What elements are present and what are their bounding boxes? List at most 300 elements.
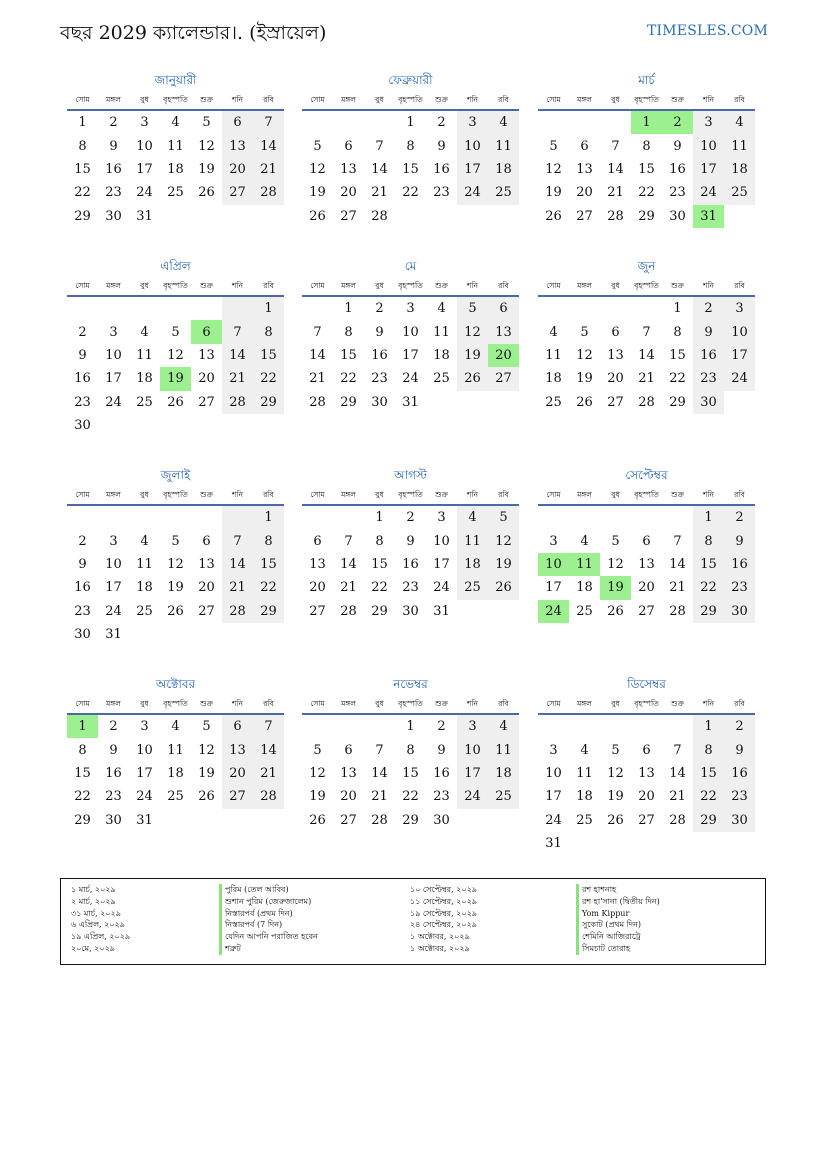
day-cell: 3 (549, 742, 558, 758)
day-cell: 6 (642, 742, 651, 758)
day-cell: 12 (167, 556, 184, 572)
day-cell: 19 (457, 344, 488, 367)
empty-day-cell (253, 414, 284, 437)
day-cell: 9 (673, 138, 682, 154)
day-cell: 15 (669, 347, 686, 363)
day-cell: 27 (222, 785, 253, 808)
empty-day-cell (693, 832, 724, 855)
weekday-label: সোম (310, 94, 325, 104)
day-cell: 19 (309, 185, 326, 201)
day-cell: 2 (78, 324, 87, 340)
day-cell: 8 (642, 138, 651, 154)
weekday-label: মঙ্গল (106, 489, 121, 499)
day-cell: 6 (580, 138, 589, 154)
day-cell: 6 (488, 297, 519, 320)
empty-day-cell (333, 715, 364, 738)
month-name: অক্টোবর (155, 677, 196, 691)
day-cell: 18 (724, 158, 755, 181)
day-cell: 15 (371, 556, 388, 572)
month-name: এপ্রিল (160, 259, 191, 273)
empty-day-cell (191, 414, 222, 437)
weekday-label: বুধ (140, 94, 149, 104)
month-block (538, 258, 755, 414)
empty-day-cell (457, 600, 488, 623)
day-cell: 7 (222, 529, 253, 552)
holiday-day-cell: 20 (488, 344, 519, 367)
day-cell: 24 (457, 181, 488, 204)
day-cell: 19 (488, 553, 519, 576)
day-cell: 10 (105, 556, 122, 572)
weekday-label: সোম (310, 280, 325, 290)
day-cell: 28 (253, 785, 284, 808)
empty-day-cell (457, 391, 488, 414)
day-cell: 4 (580, 742, 589, 758)
day-cell: 12 (545, 161, 562, 177)
day-grid (538, 715, 755, 855)
empty-day-cell (426, 391, 457, 414)
day-cell: 15 (402, 161, 419, 177)
weekday-header (67, 696, 284, 715)
day-cell: 11 (167, 138, 184, 154)
empty-day-cell (222, 205, 253, 228)
day-cell: 25 (724, 181, 755, 204)
day-cell: 4 (171, 719, 180, 735)
day-cell: 25 (136, 603, 153, 619)
day-cell: 24 (105, 603, 122, 619)
day-cell: 11 (545, 347, 562, 363)
day-cell: 14 (253, 134, 284, 157)
day-cell: 10 (545, 765, 562, 781)
day-cell: 8 (253, 529, 284, 552)
month-name: মার্চ (638, 73, 655, 87)
day-cell: 18 (136, 371, 153, 387)
day-cell: 3 (724, 297, 755, 320)
weekday-label: শুক্র (671, 489, 684, 499)
day-cell: 24 (724, 367, 755, 390)
day-cell: 8 (344, 324, 353, 340)
empty-day-cell (160, 809, 191, 832)
weekday-label: বৃহস্পতি (398, 94, 423, 104)
day-cell: 7 (375, 138, 384, 154)
month-block (538, 72, 755, 228)
weekday-label: মঙ্গল (577, 489, 592, 499)
empty-day-cell (662, 832, 693, 855)
empty-day-cell (222, 506, 253, 529)
day-cell: 26 (488, 576, 519, 599)
empty-day-cell (302, 506, 333, 529)
holiday-date: ১৯ সেপ্টেম্বর, ২০২৯ (410, 908, 477, 918)
weekday-label: বৃহস্পতি (634, 489, 659, 499)
day-cell: 30 (371, 394, 388, 410)
weekday-label: শনি (702, 698, 715, 708)
day-cell: 21 (669, 789, 686, 805)
day-cell: 13 (576, 161, 593, 177)
day-cell: 1 (693, 506, 724, 529)
day-grid (538, 111, 755, 228)
day-cell: 11 (167, 742, 184, 758)
day-grid (67, 297, 284, 437)
empty-day-cell (333, 111, 364, 134)
holiday-day-cell: 19 (160, 367, 191, 390)
holiday-name: পুরিম (তেল আবিব) (219, 884, 318, 896)
day-cell: 22 (638, 185, 655, 201)
day-cell: 15 (253, 344, 284, 367)
holiday-date: ১ মার্চ, ২০২৯ (71, 885, 116, 894)
empty-day-cell (569, 506, 600, 529)
day-cell: 12 (309, 765, 326, 781)
day-cell: 15 (693, 553, 724, 576)
holiday-name: নিস্তারপর্ব (7 দিন) (219, 919, 318, 931)
day-cell: 8 (406, 742, 415, 758)
day-cell: 17 (105, 580, 122, 596)
day-cell: 2 (437, 115, 446, 131)
empty-day-cell (488, 205, 519, 228)
day-cell: 24 (693, 181, 724, 204)
day-cell: 20 (607, 371, 624, 387)
weekday-label: রবি (734, 698, 745, 708)
day-cell: 5 (611, 742, 620, 758)
day-cell: 29 (74, 812, 91, 828)
day-cell: 6 (202, 533, 211, 549)
weekday-label: রবি (263, 94, 274, 104)
empty-day-cell (302, 715, 333, 738)
weekday-label: বৃহস্পতি (163, 280, 188, 290)
day-cell: 17 (402, 347, 419, 363)
month-name: সেপ্টেম্বর (625, 468, 668, 482)
day-cell: 30 (74, 627, 91, 643)
day-cell: 7 (253, 111, 284, 134)
day-cell: 15 (638, 161, 655, 177)
empty-day-cell (129, 623, 160, 646)
day-cell: 18 (545, 371, 562, 387)
month-block (302, 258, 519, 414)
day-cell: 26 (167, 394, 184, 410)
day-cell: 26 (576, 394, 593, 410)
weekday-label: বুধ (375, 489, 384, 499)
day-cell: 21 (309, 371, 326, 387)
day-cell: 30 (669, 208, 686, 224)
day-cell: 7 (611, 138, 620, 154)
weekday-label: মঙ্গল (577, 94, 592, 104)
day-cell: 13 (222, 738, 253, 761)
day-cell: 4 (171, 115, 180, 131)
day-cell: 6 (642, 533, 651, 549)
weekday-header (302, 696, 519, 715)
weekday-label: রবি (498, 280, 509, 290)
day-cell: 17 (545, 580, 562, 596)
day-grid (538, 297, 755, 414)
day-cell: 25 (488, 785, 519, 808)
day-cell: 19 (198, 765, 215, 781)
holiday-name: শুশান পুরিম (জেরুজালেম) (219, 896, 318, 908)
weekday-label: মঙ্গল (341, 280, 356, 290)
day-cell: 11 (576, 765, 593, 781)
empty-day-cell (98, 506, 129, 529)
day-cell: 30 (724, 809, 755, 832)
day-cell: 5 (202, 719, 211, 735)
day-cell: 28 (607, 208, 624, 224)
day-grid (302, 715, 519, 832)
day-cell: 21 (253, 762, 284, 785)
day-cell: 17 (457, 762, 488, 785)
weekday-label: শনি (466, 698, 479, 708)
holiday-day-cell: 11 (569, 553, 600, 576)
day-cell: 9 (375, 324, 384, 340)
day-cell: 7 (375, 742, 384, 758)
day-cell: 5 (171, 324, 180, 340)
weekday-label: রবি (498, 94, 509, 104)
day-cell: 13 (638, 765, 655, 781)
day-cell: 12 (488, 529, 519, 552)
empty-day-cell (160, 623, 191, 646)
day-cell: 7 (313, 324, 322, 340)
day-cell: 2 (437, 719, 446, 735)
weekday-label: সোম (546, 94, 561, 104)
day-cell: 27 (340, 208, 357, 224)
month-block (67, 72, 284, 228)
empty-day-cell (253, 623, 284, 646)
day-cell: 4 (140, 533, 149, 549)
day-cell: 6 (313, 533, 322, 549)
empty-day-cell (488, 600, 519, 623)
weekday-label: শুক্র (200, 698, 213, 708)
empty-day-cell (569, 111, 600, 134)
day-cell: 7 (642, 324, 651, 340)
day-cell: 22 (669, 371, 686, 387)
day-cell: 18 (136, 580, 153, 596)
day-cell: 31 (402, 394, 419, 410)
day-cell: 4 (437, 301, 446, 317)
weekday-label: শনি (231, 698, 244, 708)
empty-day-cell (600, 297, 631, 320)
day-cell: 29 (74, 208, 91, 224)
month-name: মে (404, 259, 417, 273)
weekday-label: বুধ (375, 280, 384, 290)
weekday-label: বৃহস্পতি (163, 94, 188, 104)
weekday-label: সোম (75, 698, 90, 708)
month-name: জুলাই (160, 468, 191, 482)
weekday-label: শুক্র (671, 94, 684, 104)
day-cell: 16 (74, 371, 91, 387)
day-cell: 14 (669, 765, 686, 781)
month-name: আগস্ট (394, 468, 427, 482)
day-cell: 10 (136, 742, 153, 758)
day-cell: 16 (371, 347, 388, 363)
day-cell: 20 (198, 371, 215, 387)
day-cell: 27 (198, 394, 215, 410)
empty-day-cell (222, 809, 253, 832)
day-cell: 22 (402, 789, 419, 805)
empty-day-cell (222, 297, 253, 320)
day-cell: 28 (309, 394, 326, 410)
day-cell: 6 (222, 111, 253, 134)
empty-day-cell (333, 506, 364, 529)
day-cell: 1 (78, 115, 87, 131)
weekday-label: সোম (310, 698, 325, 708)
day-cell: 16 (74, 580, 91, 596)
day-cell: 9 (724, 529, 755, 552)
day-cell: 18 (576, 789, 593, 805)
weekday-header (302, 487, 519, 506)
empty-day-cell (253, 809, 284, 832)
day-cell: 6 (222, 715, 253, 738)
day-cell: 1 (406, 115, 415, 131)
day-cell: 16 (105, 765, 122, 781)
day-cell: 20 (340, 185, 357, 201)
day-cell: 28 (669, 603, 686, 619)
day-cell: 29 (669, 394, 686, 410)
holiday-day-cell: 24 (538, 600, 569, 623)
day-cell: 1 (253, 506, 284, 529)
day-cell: 10 (457, 738, 488, 761)
empty-day-cell (364, 715, 395, 738)
day-cell: 17 (136, 765, 153, 781)
day-cell: 21 (222, 576, 253, 599)
day-cell: 3 (437, 510, 446, 526)
day-cell: 2 (406, 510, 415, 526)
empty-day-cell (662, 715, 693, 738)
day-cell: 29 (638, 208, 655, 224)
holiday-name: রশ হা'সানা (দ্বিতীয় দিন) (576, 896, 660, 908)
day-cell: 28 (222, 391, 253, 414)
day-cell: 29 (371, 603, 388, 619)
holiday-date: ১১ সেপ্টেম্বর, ২০২৯ (410, 896, 477, 906)
month-block (538, 467, 755, 623)
holiday-date: ২৪ সেপ্টেম্বর, ২০২৯ (410, 920, 477, 930)
day-cell: 9 (109, 138, 118, 154)
page-title: বছর 2029 ক্যালেন্ডার।. (ইস্রায়েল) (60, 22, 327, 44)
day-cell: 2 (724, 715, 755, 738)
day-cell: 9 (437, 138, 446, 154)
day-grid (302, 111, 519, 228)
day-cell: 13 (340, 161, 357, 177)
day-cell: 31 (433, 603, 450, 619)
day-cell: 14 (638, 347, 655, 363)
day-cell: 28 (340, 603, 357, 619)
day-cell: 9 (437, 742, 446, 758)
day-cell: 12 (198, 742, 215, 758)
day-cell: 22 (253, 576, 284, 599)
day-cell: 14 (253, 738, 284, 761)
day-cell: 24 (136, 789, 153, 805)
empty-day-cell (631, 297, 662, 320)
day-cell: 21 (253, 158, 284, 181)
weekday-label: শুক্র (200, 94, 213, 104)
day-cell: 27 (222, 181, 253, 204)
day-cell: 9 (724, 738, 755, 761)
month-block (302, 467, 519, 623)
month-block (302, 676, 519, 832)
day-cell: 22 (340, 371, 357, 387)
day-cell: 15 (402, 765, 419, 781)
day-cell: 5 (611, 533, 620, 549)
day-cell: 30 (433, 812, 450, 828)
day-cell: 31 (136, 208, 153, 224)
empty-day-cell (160, 414, 191, 437)
weekday-label: শনি (231, 280, 244, 290)
day-cell: 20 (576, 185, 593, 201)
empty-day-cell (129, 506, 160, 529)
day-cell: 23 (105, 185, 122, 201)
day-cell: 30 (402, 603, 419, 619)
day-cell: 3 (140, 719, 149, 735)
holiday-name: শব্রুট (219, 943, 318, 955)
weekday-label: মঙ্গল (341, 489, 356, 499)
day-cell: 17 (724, 344, 755, 367)
day-cell: 3 (457, 715, 488, 738)
day-cell: 25 (576, 812, 593, 828)
weekday-label: রবি (263, 280, 274, 290)
day-grid (67, 506, 284, 646)
day-cell: 7 (673, 533, 682, 549)
weekday-label: শুক্র (435, 489, 448, 499)
day-cell: 29 (253, 600, 284, 623)
month-name: জানুয়ারী (154, 73, 197, 87)
day-cell: 11 (136, 556, 153, 572)
day-cell: 28 (371, 812, 388, 828)
day-cell: 14 (669, 556, 686, 572)
site-link[interactable]: TIMESLES.COM (647, 23, 768, 39)
day-cell: 16 (693, 344, 724, 367)
weekday-label: শনি (702, 489, 715, 499)
day-cell: 5 (457, 297, 488, 320)
day-cell: 26 (607, 812, 624, 828)
day-cell: 16 (433, 161, 450, 177)
empty-day-cell (488, 809, 519, 832)
weekday-label: রবি (263, 698, 274, 708)
month-block (302, 72, 519, 228)
weekday-label: শনি (702, 280, 715, 290)
day-cell: 23 (74, 603, 91, 619)
weekday-label: বৃহস্পতি (398, 280, 423, 290)
empty-day-cell (98, 297, 129, 320)
day-cell: 25 (136, 394, 153, 410)
empty-day-cell (191, 506, 222, 529)
day-cell: 1 (253, 297, 284, 320)
weekday-label: বুধ (140, 698, 149, 708)
day-cell: 24 (457, 785, 488, 808)
day-cell: 31 (105, 627, 122, 643)
weekday-label: বৃহস্পতি (398, 698, 423, 708)
day-cell: 1 (344, 301, 353, 317)
empty-day-cell (160, 506, 191, 529)
day-cell: 17 (433, 556, 450, 572)
empty-day-cell (600, 506, 631, 529)
day-cell: 23 (74, 394, 91, 410)
weekday-label: বুধ (611, 280, 620, 290)
day-cell: 22 (74, 789, 91, 805)
day-cell: 24 (136, 185, 153, 201)
day-cell: 26 (167, 603, 184, 619)
holiday-dates-left (71, 884, 130, 955)
weekday-label: সোম (310, 489, 325, 499)
day-cell: 9 (693, 320, 724, 343)
day-cell: 9 (78, 556, 87, 572)
day-cell: 17 (545, 789, 562, 805)
weekday-label: বৃহস্পতি (634, 94, 659, 104)
weekday-label: সোম (75, 280, 90, 290)
day-cell: 16 (724, 762, 755, 785)
weekday-label: বুধ (375, 698, 384, 708)
holiday-name: যেদিন আপনি পরাজিত হবেন (219, 931, 318, 943)
empty-day-cell (253, 205, 284, 228)
empty-day-cell (724, 391, 755, 414)
weekday-label: শনি (466, 94, 479, 104)
empty-day-cell (538, 111, 569, 134)
day-cell: 26 (545, 208, 562, 224)
day-cell: 4 (580, 533, 589, 549)
weekday-label: রবি (498, 489, 509, 499)
